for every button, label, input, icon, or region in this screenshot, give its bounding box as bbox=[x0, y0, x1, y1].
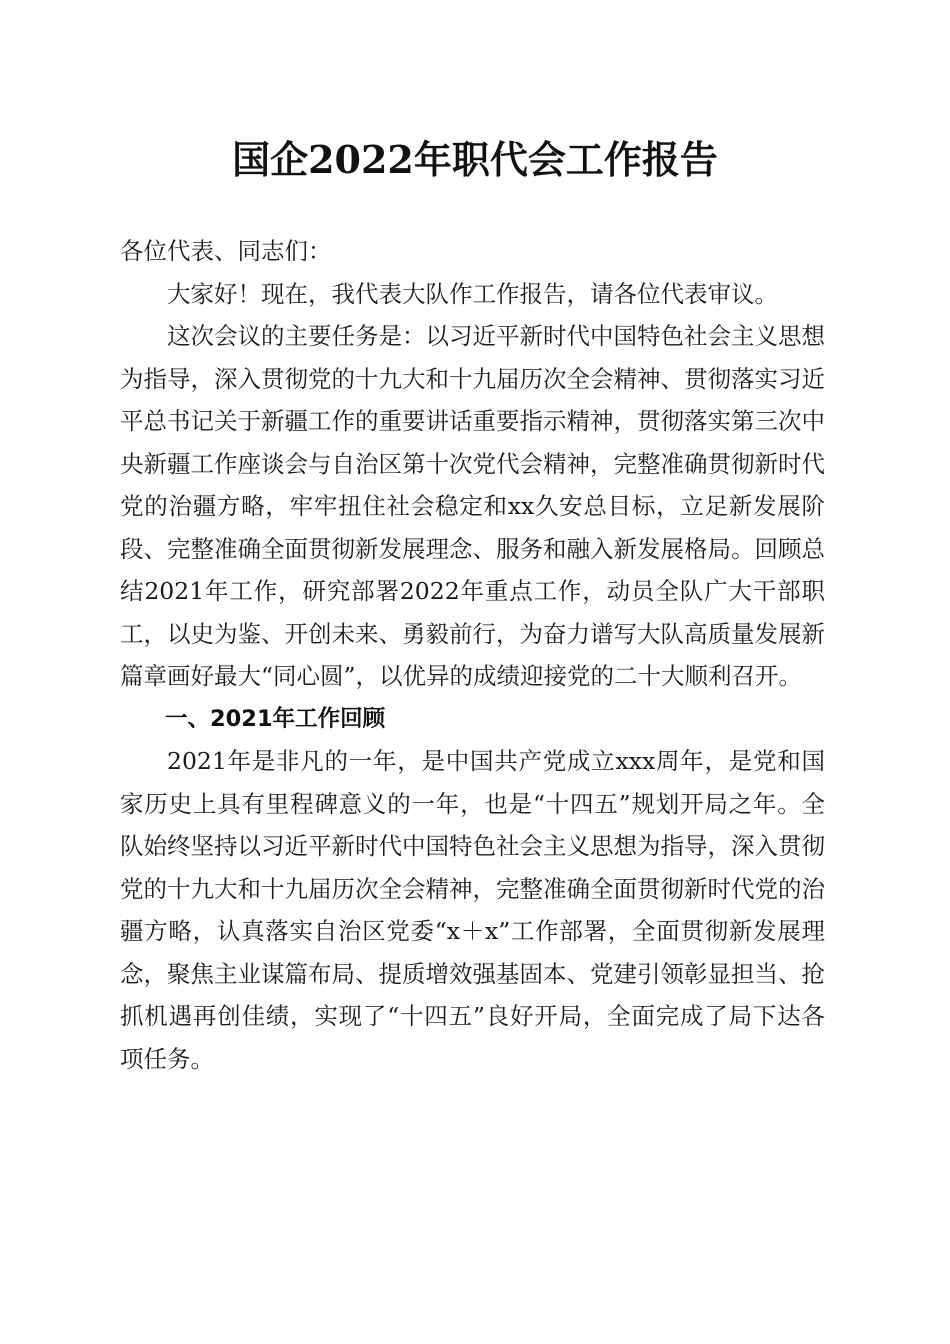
section-paragraph: 2021年是非凡的一年，是中国共产党成立xxx周年，是党和国家历史上具有里程碑意义的一年，也是“十四五”规划开局之年。全队始终坚持以习近平新时代中国特色社会主义思想为指导，深入贯彻党的十九大和十九届历次全会精神，完整准确全面贯彻新时代党的治疆方略，认真落实自治区党委“x＋x”工作部署，全面贯彻新发展理念，聚焦主业谋篇布局、提质增效强基固本、党建引领彰显担当、抢抓机遇再创佳绩，实现了“十四五”良好开局，全面完成了局下达各项任务。 bbox=[120, 747, 825, 1073]
salutation: 各位代表、同志们： bbox=[120, 237, 332, 265]
section-heading: 一、2021年工作回顾 bbox=[165, 705, 386, 732]
intro-paragraph: 这次会议的主要任务是：以习近平新时代中国特色社会主义思想为指导，深入贯彻党的十九大和十九届历次全会精神、贯彻落实习近平总书记关于新疆工作的重要讲话重要指示精神，贯彻落实第三次中央新疆工作座谈会与自治区第十次党代会精神，完整准确贯彻新时代党的治疆方略，牢牢扭住社会稳定和xx久安总目标，立足新发展阶段、完整准确全面贯彻新发展理念、服务和融入新发展格局。回顾总结2021年工作，研究部署2022年重点工作，动员全队广大干部职工，以史为鉴、开创未来、勇毅前行，为奋力谱写大队高质量发展新篇章画好最大“同心圆”，以优异的成绩迎接党的二十大顺利召开。 bbox=[120, 322, 825, 690]
document-title: 国企2022年职代会工作报告 bbox=[232, 137, 718, 182]
document-body bbox=[120, 230, 825, 1080]
greeting-paragraph: 大家好！现在，我代表大队作工作报告，请各位代表审议。 bbox=[167, 279, 778, 308]
